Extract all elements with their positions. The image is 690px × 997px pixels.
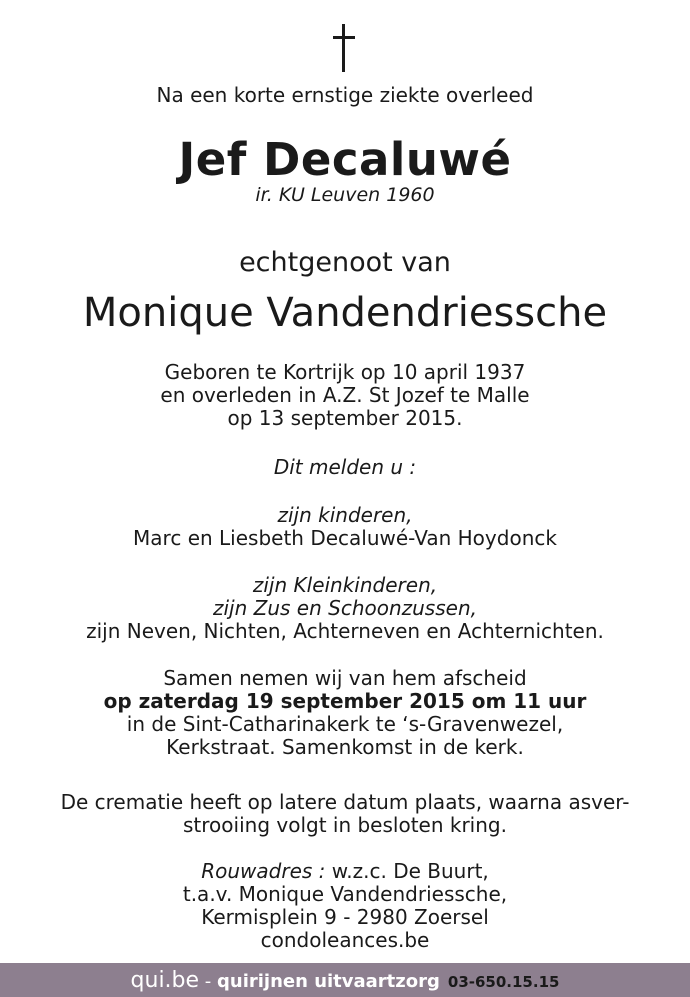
children-label: zijn kinderen,	[277, 503, 413, 527]
address-line-3: Kermisplein 9 - 2980 Zoersel	[201, 905, 489, 929]
ceremony-date: op zaterdag 19 september 2015 om 11 uur	[103, 689, 587, 713]
footer-company: quirijnen uitvaartzorg	[217, 971, 440, 992]
birth-line-1: Geboren te Kortrijk op 10 april 1937	[164, 360, 526, 384]
children-names: Marc en Liesbeth Decaluwé-Van Hoydonck	[133, 526, 557, 550]
ceremony-location: in de Sint-Catharinakerk te ‘s-Gravenwezel,	[126, 712, 564, 736]
ceremony-street: Kerkstraat. Samenkomst in de kerk.	[166, 735, 524, 759]
birth-line-3: op 13 september 2015.	[227, 406, 463, 430]
address-line-1	[0, 860, 690, 883]
address-label: Rouwadres :	[201, 859, 326, 883]
spouse-name: Monique Vandendriessche	[82, 290, 608, 336]
ceremony-line-1: Samen nemen wij van hem afscheid	[163, 666, 527, 690]
birth-death-details	[0, 361, 690, 430]
degree-text: ir. KU Leuven 1960	[255, 184, 435, 206]
deceased-name: Jef Decaluwé	[178, 133, 512, 186]
condolences-link[interactable]: condoleances.be	[260, 928, 430, 952]
nephews-label: zijn Neven, Nichten, Achterneven en Achternichten.	[86, 619, 604, 643]
grandchildren-label: zijn Kleinkinderen,	[252, 573, 438, 597]
cross-icon	[332, 24, 356, 74]
footer-separator: -	[199, 971, 217, 992]
cremation-line-1: De crematie heeft op latere datum plaats, waarna asver-	[60, 790, 630, 814]
address-line-2: t.a.v. Monique Vandendriessche,	[182, 882, 508, 906]
footer-bar	[0, 963, 690, 997]
sisters-label: zijn Zus en Schoonzussen,	[212, 596, 477, 620]
birth-line-2: en overleden in A.Z. St Jozef te Malle	[160, 383, 530, 407]
spouse-prefix: echtgenoot van	[239, 247, 451, 278]
announce-text: Dit melden u :	[273, 455, 417, 479]
footer-brand-link[interactable]: qui.be	[130, 968, 200, 993]
cremation-line-2: strooiing volgt in besloten kring.	[183, 813, 507, 837]
address-name: w.z.c. De Buurt,	[325, 859, 489, 883]
footer-phone: 03-650.15.15	[447, 973, 560, 991]
intro-text: Na een korte ernstige ziekte overleed	[156, 83, 534, 107]
